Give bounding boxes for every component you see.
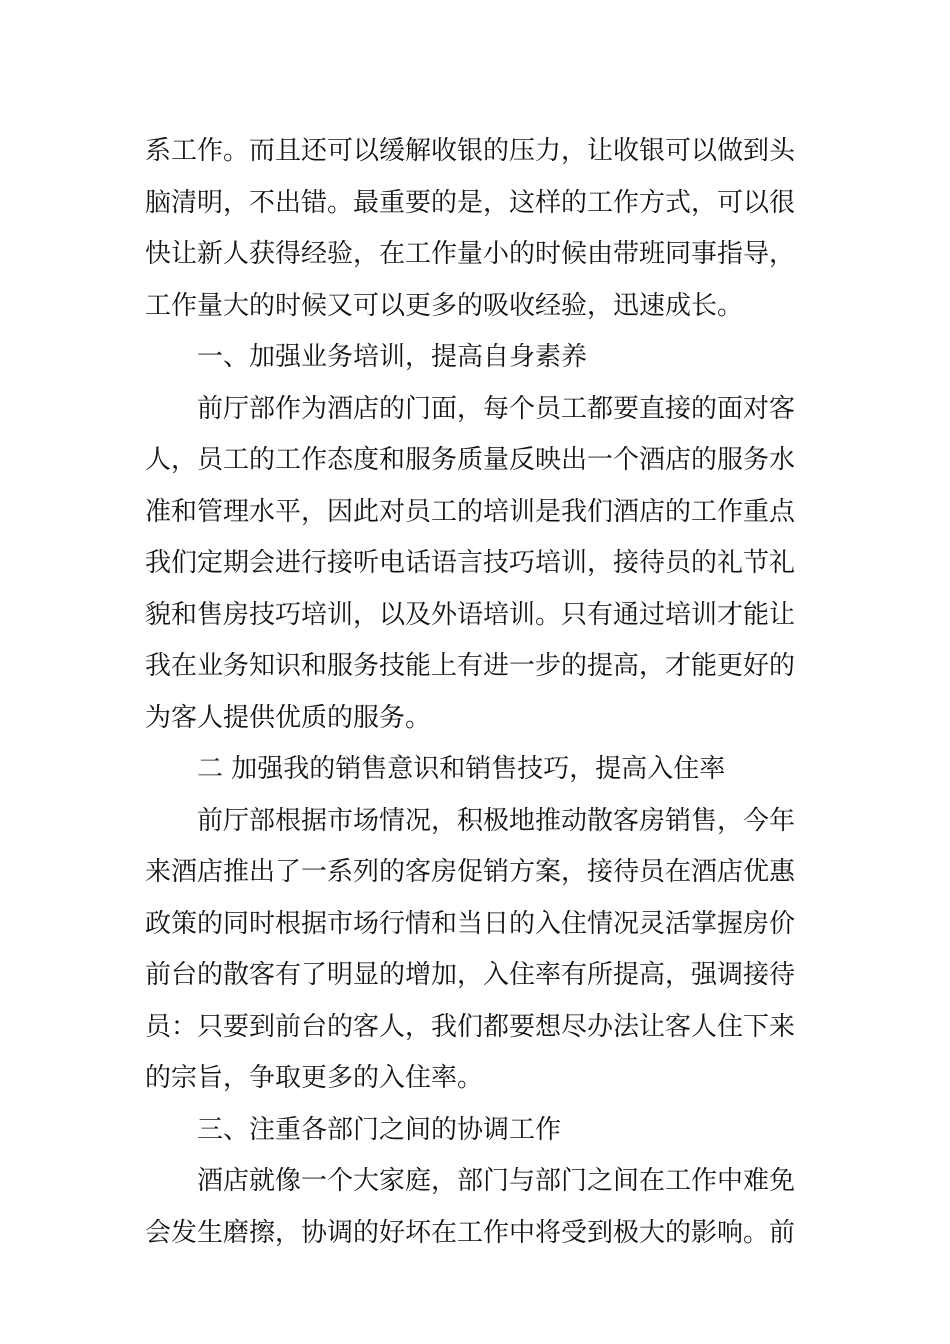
text-line-4: 工作量大的时候又可以更多的吸收经验，迅速成长。 [145, 290, 744, 321]
section-heading-3: 三、注重各部门之间的协调工作 [197, 1114, 562, 1145]
text-line-22: 会发生磨擦，协调的好坏在工作中将受到极大的影响。前 [145, 1217, 796, 1248]
text-line-14: 前厅部根据市场情况，积极地推动散客房销售，今年 [197, 805, 796, 836]
text-line-2: 脑清明，不出错。最重要的是，这样的工作方式，可以很 [145, 187, 796, 218]
text-line-8: 准和管理水平，因此对员工的培训是我们酒店的工作重点 [145, 496, 796, 527]
text-line-16: 政策的同时根据市场行情和当日的入住情况灵活掌握房价 [145, 908, 796, 939]
text-line-17: 前台的散客有了明显的增加，入住率有所提高，强调接待 [145, 960, 796, 990]
text-line-12: 为客人提供优质的服务。 [145, 702, 432, 733]
text-line-9: 我们定期会进行接听电话语言技巧培训，接待员的礼节礼 [145, 548, 796, 578]
document-body [145, 126, 810, 1259]
text-line-19: 的宗旨，争取更多的入住率。 [145, 1063, 484, 1093]
text-line-15: 来酒店推出了一系列的客房促销方案，接待员在酒店优惠 [145, 857, 796, 887]
section-heading-2: 二 加强我的销售意识和销售技巧，提高入住率 [197, 754, 726, 784]
text-line-10: 貌和售房技巧培训，以及外语培训。只有通过培训才能让 [145, 599, 796, 630]
text-line-18: 员：只要到前台的客人，我们都要想尽办法让客人住下来 [145, 1011, 796, 1042]
text-line-3: 快让新人获得经验，在工作量小的时候由带班同事指导， [145, 239, 796, 269]
text-line-6: 前厅部作为酒店的门面，每个员工都要直接的面对客 [197, 393, 796, 424]
text-line-21: 酒店就像一个大家庭，部门与部门之间在工作中难免 [197, 1166, 796, 1196]
text-line-11: 我在业务知识和服务技能上有进一步的提高，才能更好的 [145, 651, 796, 681]
section-heading-1: 一、加强业务培训，提高自身素养 [197, 342, 588, 372]
text-line-7: 人，员工的工作态度和服务质量反映出一个酒店的服务水 [145, 445, 796, 475]
text-line-1: 系工作。而且还可以缓解收银的压力，让收银可以做到头 [145, 136, 796, 166]
